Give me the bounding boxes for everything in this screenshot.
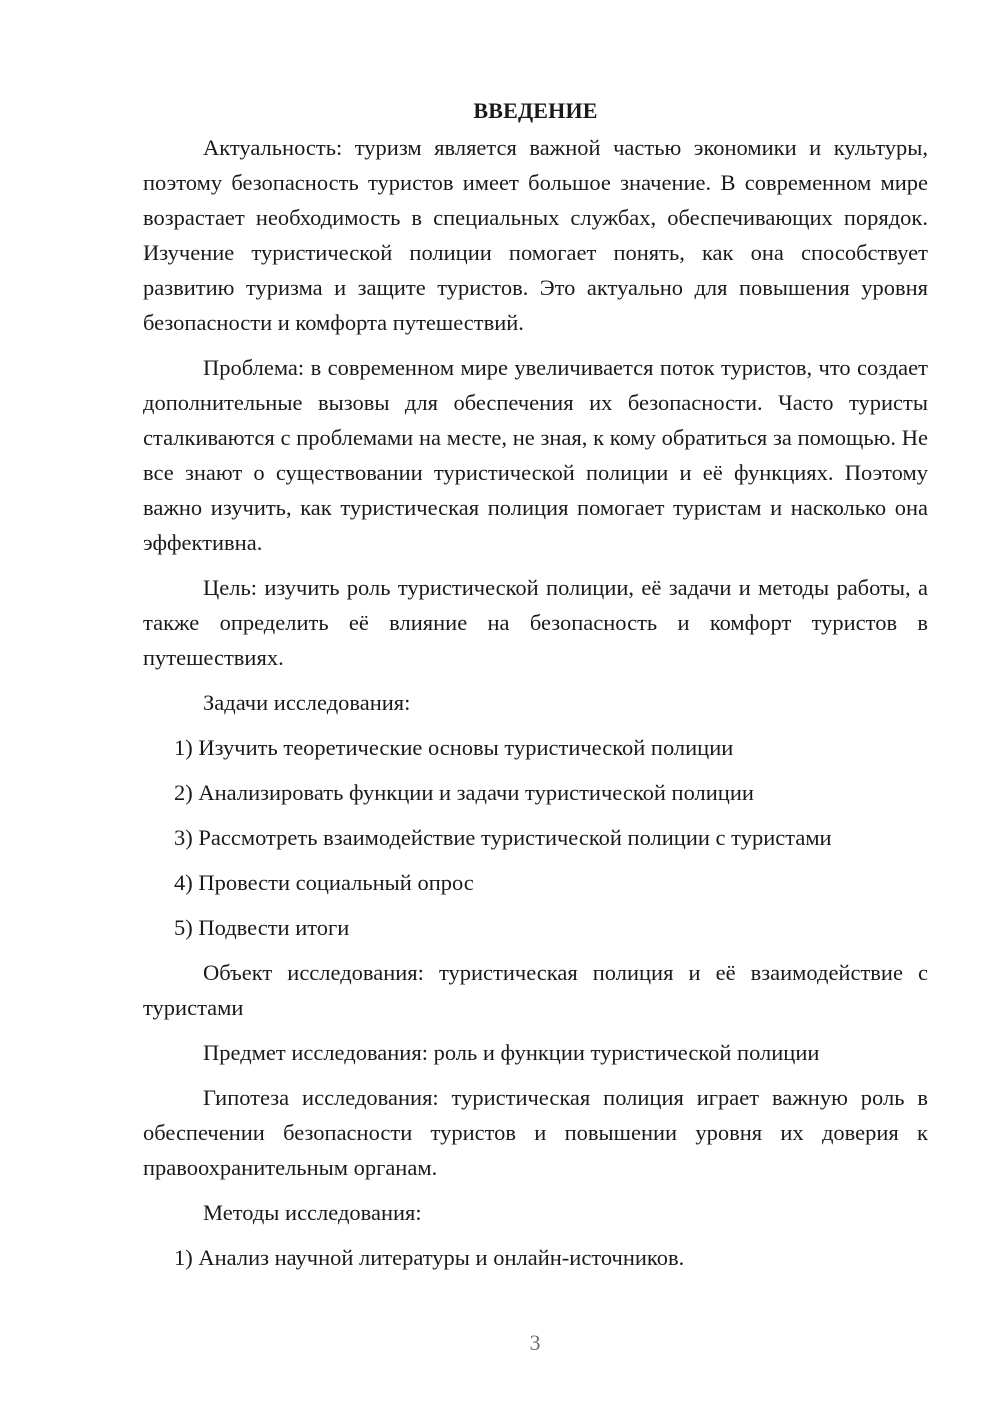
task-item: 5) Подвести итоги [174,915,350,940]
section-title: ВВЕДЕНИЕ [473,98,598,123]
task-item: 1) Изучить теоретические основы туристической полиции [174,735,734,760]
relevance-paragraph: Актуальность: туризм является важной частью экономики и культуры, поэтому безопасность туристов имеет большое значение. В современном мире возрастает необходимость в специальных службах, обеспечивающих порядок. Изучение туристической полиции помогает понять, как она способствует развитию туризма и защите туристов. Это актуально для повышения уровня безопасности и комфорта путешествий. [143,135,928,335]
task-item: 3) Рассмотреть взаимодействие туристической полиции с туристами [174,825,832,850]
problem-paragraph: Проблема: в современном мире увеличивается поток туристов, что создает дополнительные вызовы для обеспечения их безопасности. Часто туристы сталкиваются с проблемами на месте, не зная, к кому обратиться за помощью. Не все знают о существовании туристической полиции и её функциях. Поэтому важно изучить, как туристическая полиция помогает туристам и насколько она эффективна. [143,355,928,555]
subject-paragraph: Предмет исследования: роль и функции туристической полиции [203,1040,820,1065]
page-number: 3 [529,1330,541,1355]
method-item: 1) Анализ научной литературы и онлайн-источников. [174,1245,685,1270]
methods-label: Методы исследования: [203,1200,422,1225]
goal-paragraph: Цель: изучить роль туристической полиции, её задачи и методы работы, а также определить её влияние на безопасность и комфорт туристов в путешествиях. [143,575,928,670]
document-page [143,93,928,1285]
tasks-label: Задачи исследования: [203,690,411,715]
task-item: 4) Провести социальный опрос [174,870,474,895]
task-item: 2) Анализировать функции и задачи туристической полиции [174,780,754,805]
object-paragraph: Объект исследования: туристическая полиция и её взаимодействие с туристами [143,960,928,1020]
hypothesis-paragraph: Гипотеза исследования: туристическая полиция играет важную роль в обеспечении безопасности туристов и повышении уровня их доверия к правоохранительным органам. [143,1085,928,1180]
